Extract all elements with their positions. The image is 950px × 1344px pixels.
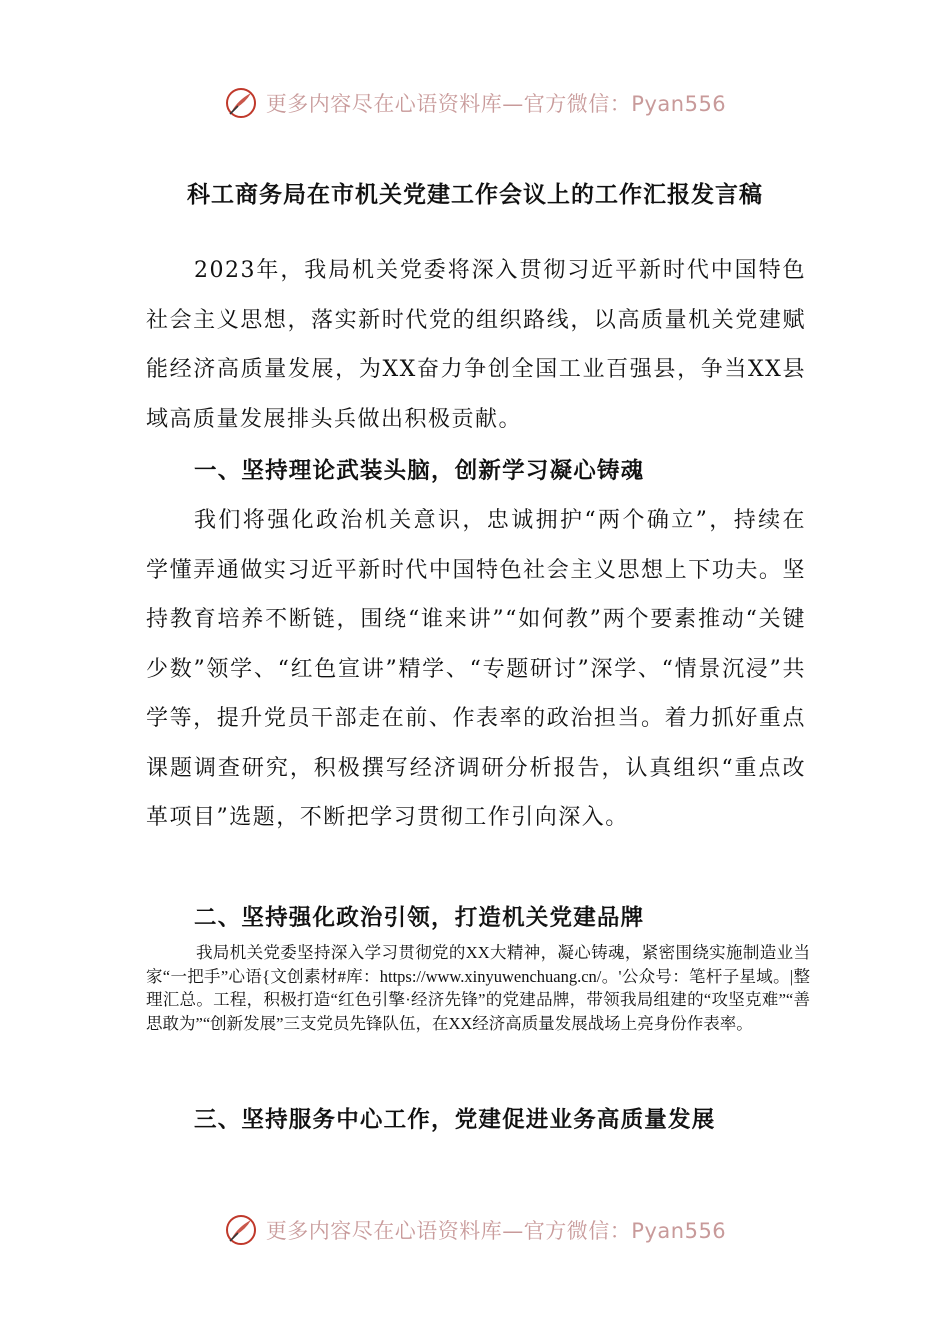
section-heading-1: 一、坚持理论武装头脑，创新学习凝心铸魂: [194, 458, 645, 484]
quill-logo-icon: [224, 1213, 258, 1247]
section-heading-2: 二、坚持强化政治引领，打造机关党建品牌: [194, 905, 645, 931]
quill-logo-icon: [224, 86, 258, 120]
document-title: 科工商务局在市机关党建工作会议上的工作汇报发言稿: [187, 182, 763, 208]
section-body-1: 我们将强化政治机关意识，忠诚拥护“两个确立”，持续在学懂弄通做实习近平新时代中国特色社会主义思想上下功夫。坚持教育培养不断链，围绕“谁来讲”“如何教”两个要素推动“关键少数”领学、“红色宣讲”精学、“专题研讨”深学、“情景沉浸”共学等，提升党员干部走在前、作表率的政治担当。着力抓好重点课题调查研究，积极撰写经济调研分析报告，认真组织“重点改革项目”选题，不断把学习贯彻工作引向深入。: [146, 508, 806, 830]
watermark-text: 更多内容尽在心语资料库—官方微信：Pyan556: [265, 1219, 727, 1243]
watermark-footer: [0, 1205, 950, 1255]
watermark-header: [0, 78, 950, 128]
intro-paragraph: 2023年，我局机关党委将深入贯彻习近平新时代中国特色社会主义思想，落实新时代党的组织路线，以高质量机关党建赋能经济高质量发展，为XX奋力争创全国工业百强县，争当XX县域高质量发展排头兵做出积极贡献。: [146, 258, 806, 432]
section-heading-3: 三、坚持服务中心工作，党建促进业务高质量发展: [194, 1107, 716, 1133]
watermark-text: 更多内容尽在心语资料库—官方微信：Pyan556: [265, 92, 727, 116]
section-body-2: 我局机关党委坚持深入学习贯彻党的XX大精神，凝心铸魂，紧密围绕实施制造业当家“一把手”心语{文创素材#库：https://www.xinyuwenchuang.cn/。'公众号：笔杆子星域。|整理汇总。工程，积极打造“红色引擎·经济先锋”的党建品牌，带领我局组建的“攻坚克难”“善思敢为”“创新发展”三支党员先锋队伍，在XX经济高质量发展战场上亮身份作表率。: [146, 943, 810, 1033]
